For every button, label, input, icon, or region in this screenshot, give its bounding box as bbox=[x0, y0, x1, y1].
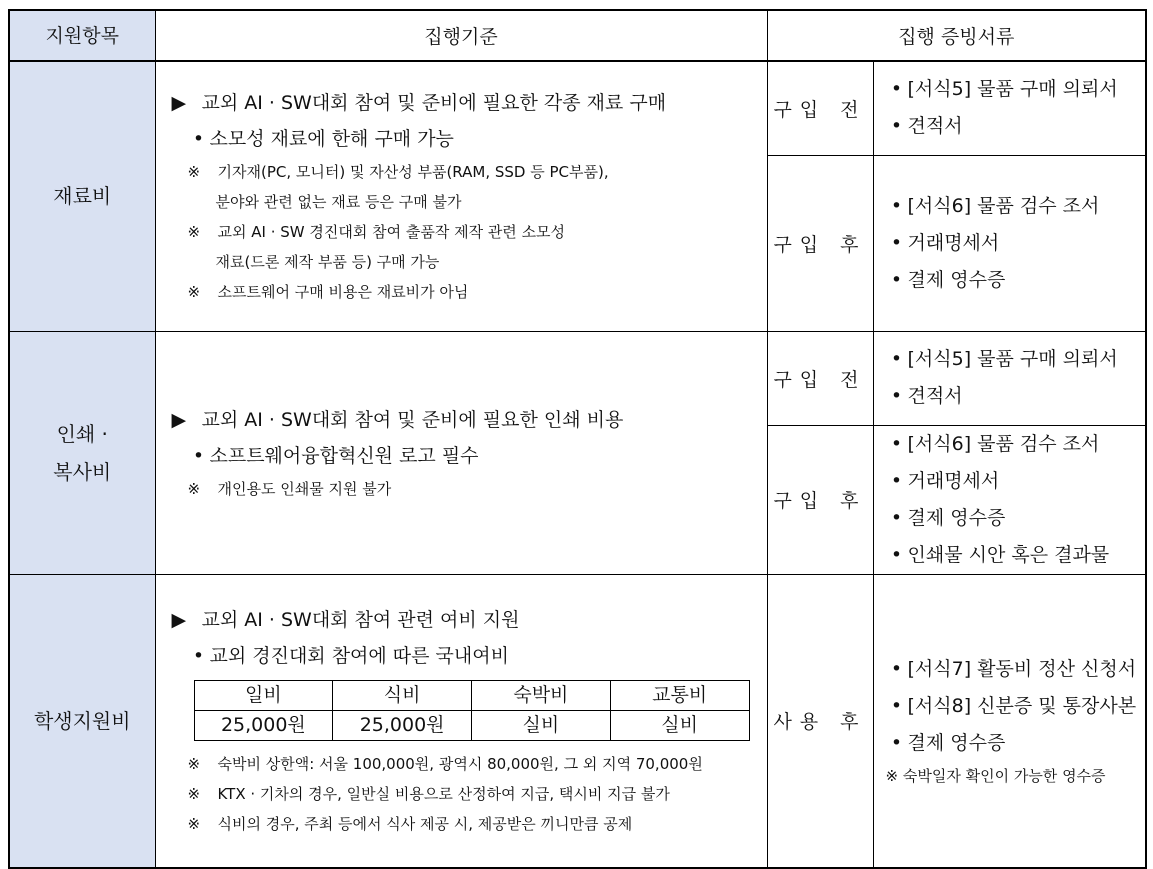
stage-label: 구입 후 bbox=[767, 425, 873, 574]
allowance-value: 25,000원 bbox=[333, 711, 472, 741]
criteria-printing bbox=[155, 331, 767, 574]
allowance-value: 실비 bbox=[472, 711, 611, 741]
note-continued: 분야와 관련 없는 재료 등은 구매 불가 bbox=[215, 193, 462, 212]
sub-item: • 소프트웨어융합혁신원 로고 필수 bbox=[172, 438, 767, 474]
doc-item: • [서식7] 활동비 정산 신청서 bbox=[890, 658, 1137, 681]
allowance-value: 25,000원 bbox=[194, 711, 333, 741]
note: ※ 소프트웨어 구매 비용은 재료비가 아님 bbox=[172, 277, 767, 307]
allowance-value-row bbox=[194, 711, 749, 741]
doc-item: • 거래명세서 bbox=[890, 231, 1000, 254]
note-mark-icon: ※ bbox=[187, 785, 201, 804]
note-mark-icon: ※ bbox=[187, 223, 201, 242]
main-item: ▶ 교외 AI · SW대회 참여 관련 여비 지원 bbox=[172, 602, 767, 638]
evidence-docs bbox=[873, 61, 1146, 155]
note: ※ 교외 AI · SW 경진대회 참여 출품작 제작 관련 소모성 bbox=[172, 217, 767, 247]
row-materials bbox=[9, 61, 1146, 155]
note-mark-icon: ※ bbox=[187, 163, 201, 182]
row-student-support bbox=[9, 574, 1146, 868]
sub-item: • 소모성 재료에 한해 구매 가능 bbox=[172, 121, 767, 157]
doc-item: • 견적서 bbox=[890, 115, 963, 138]
doc-item: • [서식6] 물품 검수 조서 bbox=[890, 194, 1100, 217]
allowance-header-row bbox=[194, 681, 749, 711]
evidence-docs bbox=[873, 155, 1146, 331]
doc-item: • 거래명세서 bbox=[890, 469, 1000, 492]
note-mark-icon: ※ bbox=[187, 815, 201, 834]
stage-label: 사용 후 bbox=[767, 574, 873, 868]
doc-item: • 견적서 bbox=[890, 385, 963, 407]
stage-label: 구입 전 bbox=[767, 331, 873, 425]
allowance-header: 일비 bbox=[194, 681, 333, 711]
note: ※ 식비의 경우, 주최 등에서 식사 제공 시, 제공받은 끼니만큼 공제 bbox=[172, 809, 767, 839]
note-mark-icon: ※ bbox=[187, 479, 201, 498]
doc-item: • 결제 영수증 bbox=[890, 506, 1006, 529]
dot-bullet-icon: • bbox=[192, 444, 205, 467]
header-evidence: 집행 증빙서류 bbox=[767, 10, 1146, 61]
triangle-bullet-icon: ▶ bbox=[171, 609, 187, 632]
sub-item: • 교외 경진대회 참여에 따른 국내여비 bbox=[172, 638, 767, 674]
criteria-materials bbox=[155, 61, 767, 331]
funding-criteria-table bbox=[8, 9, 1147, 869]
note: ※ 개인용도 인쇄물 지원 불가 bbox=[172, 474, 767, 504]
doc-item: • 결제 영수증 bbox=[890, 268, 1006, 291]
evidence-docs bbox=[873, 574, 1146, 868]
doc-item: • [서식5] 물품 구매 의뢰서 bbox=[890, 348, 1118, 370]
stage-label: 구입 후 bbox=[767, 155, 873, 331]
doc-item: • 인쇄물 시안 혹은 결과물 bbox=[890, 543, 1110, 566]
allowance-table bbox=[194, 680, 750, 741]
category-student-support: 학생지원비 bbox=[9, 574, 155, 868]
dot-bullet-icon: • bbox=[192, 128, 205, 151]
triangle-bullet-icon: ▶ bbox=[171, 92, 187, 115]
criteria-student-support bbox=[155, 574, 767, 868]
note-mark-icon: ※ bbox=[187, 755, 201, 774]
doc-item: • [서식5] 물품 구매 의뢰서 bbox=[890, 78, 1118, 101]
doc-item: • [서식6] 물품 검수 조서 bbox=[890, 432, 1100, 455]
note-continued: 재료(드론 제작 부품 등) 구매 가능 bbox=[215, 253, 440, 272]
note-mark-icon: ※ bbox=[187, 283, 201, 302]
row-printing bbox=[9, 331, 1146, 425]
allowance-header: 교통비 bbox=[610, 681, 749, 711]
category-printing: 인쇄 · 복사비 bbox=[9, 331, 155, 574]
stage-label: 구입 전 bbox=[767, 61, 873, 155]
allowance-header: 숙박비 bbox=[472, 681, 611, 711]
note: ※ KTX · 기차의 경우, 일반실 비용으로 산정하여 지급, 택시비 지급 불가 bbox=[172, 779, 767, 809]
allowance-value: 실비 bbox=[610, 711, 749, 741]
allowance-header: 식비 bbox=[333, 681, 472, 711]
dot-bullet-icon: • bbox=[192, 645, 205, 668]
header-row bbox=[9, 10, 1146, 61]
category-materials: 재료비 bbox=[9, 61, 155, 331]
evidence-docs bbox=[873, 425, 1146, 574]
triangle-bullet-icon: ▶ bbox=[171, 408, 187, 431]
evidence-docs bbox=[873, 331, 1146, 425]
main-item: ▶ 교외 AI · SW대회 참여 및 준비에 필요한 각종 재료 구매 bbox=[172, 85, 767, 121]
doc-item: • 결제 영수증 bbox=[890, 732, 1006, 755]
doc-item: • [서식8] 신분증 및 통장사본 bbox=[890, 695, 1137, 718]
note: ※ 숙박비 상한액: 서울 100,000원, 광역시 80,000원, 그 외 지역 70,000원 bbox=[172, 749, 767, 779]
header-criteria: 집행기준 bbox=[155, 10, 767, 61]
note: ※ 기자재(PC, 모니터) 및 자산성 부품(RAM, SSD 등 PC부품), bbox=[172, 157, 767, 187]
doc-note: ※ 숙박일자 확인이 가능한 영수증 bbox=[885, 767, 1106, 786]
main-item: ▶ 교외 AI · SW대회 참여 및 준비에 필요한 인쇄 비용 bbox=[172, 402, 767, 438]
header-category: 지원항목 bbox=[9, 10, 155, 61]
